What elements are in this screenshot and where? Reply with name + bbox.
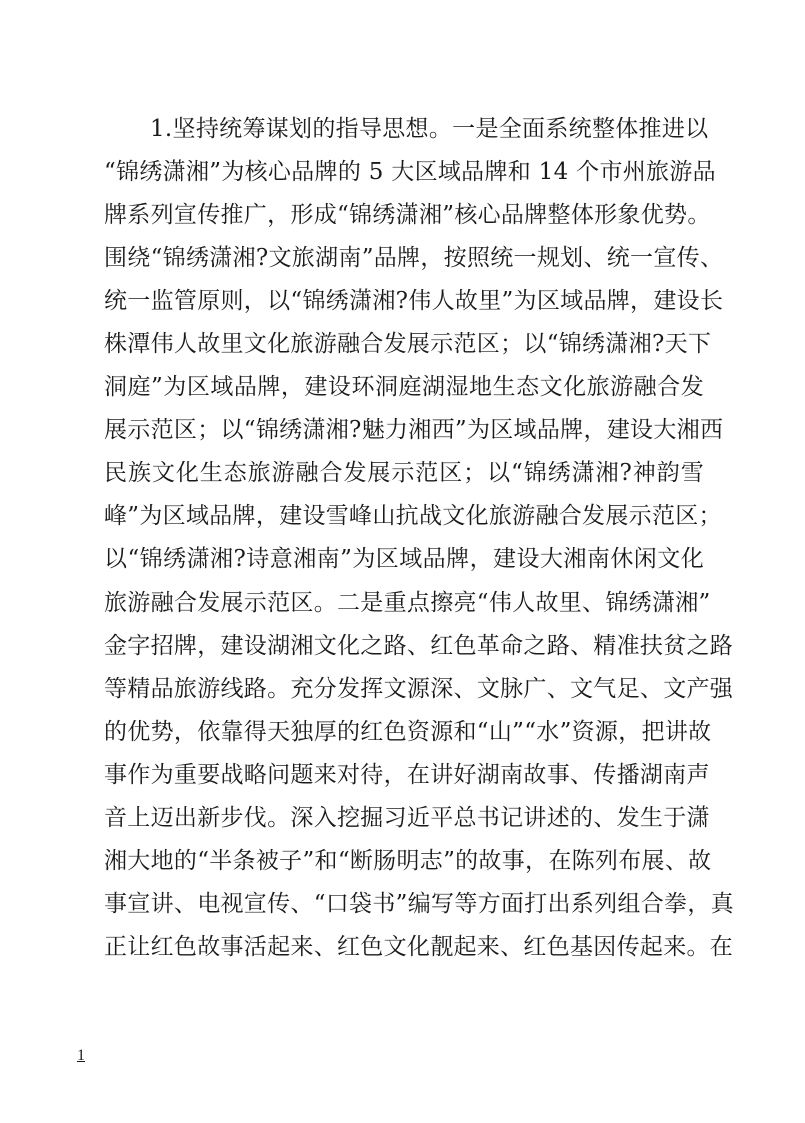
text-line: 湘大地的“半条被子”和“断肠明志”的故事，在陈列布展、故 (104, 847, 712, 874)
text-line: 株潭伟人故里文化旅游融合发展示范区；以“锦绣潇湘?天下 (104, 331, 712, 358)
text-line: 正让红色故事活起来、红色文化靓起来、红色基因传起来。在 (104, 933, 734, 960)
text-line: 围绕“锦绣潇湘?文旅湖南”品牌，按照统一规划、统一宣传、 (104, 245, 724, 272)
text-line: 等精品旅游线路。充分发挥文源深、文脉广、文气足、文产强 (104, 675, 734, 702)
page-number: 1 (77, 1047, 85, 1064)
text-line: 牌系列宣传推广，形成“锦绣潇湘”核心品牌整体形象优势。 (104, 202, 711, 229)
text-line: 事宣讲、电视宣传、“口袋书”编写等方面打出系列组合拳，真 (104, 890, 734, 917)
text-line: 洞庭”为区域品牌，建设环洞庭湖湿地生态文化旅游融合发 (104, 374, 704, 401)
text-line: 以“锦绣潇湘?诗意湘南”为区域品牌，建设大湘南休闲文化 (104, 546, 704, 573)
text-line: 统一监管原则，以“锦绣潇湘?伟人故里”为区域品牌，建设长 (104, 288, 724, 315)
text-line: “锦绣潇湘”为核心品牌的 5 大区域品牌和 14 个市州旅游品 (104, 159, 716, 186)
text-line: 1.坚持统筹谋划的指导思想。一是全面系统整体推进以 (150, 116, 709, 142)
text-line: 峰”为区域品牌，建设雪峰山抗战文化旅游融合发展示范区； (104, 503, 722, 530)
body-paragraph (104, 108, 734, 969)
text-line: 音上迈出新步伐。深入挖掘习近平总书记讲述的、发生于潇 (104, 804, 710, 831)
text-line: 展示范区；以“锦绣潇湘?魅力湘西”为区域品牌，建设大湘西 (104, 417, 724, 444)
text-line: 的优势，依靠得天独厚的红色资源和“山”“水”资源，把讲故 (104, 718, 712, 745)
text-line: 金字招牌，建设湖湘文化之路、红色革命之路、精准扶贫之路 (104, 632, 734, 659)
text-line: 事作为重要战略问题来对待，在讲好湖南故事、传播湖南声 (104, 761, 710, 788)
text-line: 旅游融合发展示范区。二是重点擦亮“伟人故里、锦绣潇湘” (104, 589, 711, 616)
text-line: 民族文化生态旅游融合发展示范区；以“锦绣潇湘?神韵雪 (104, 460, 704, 487)
